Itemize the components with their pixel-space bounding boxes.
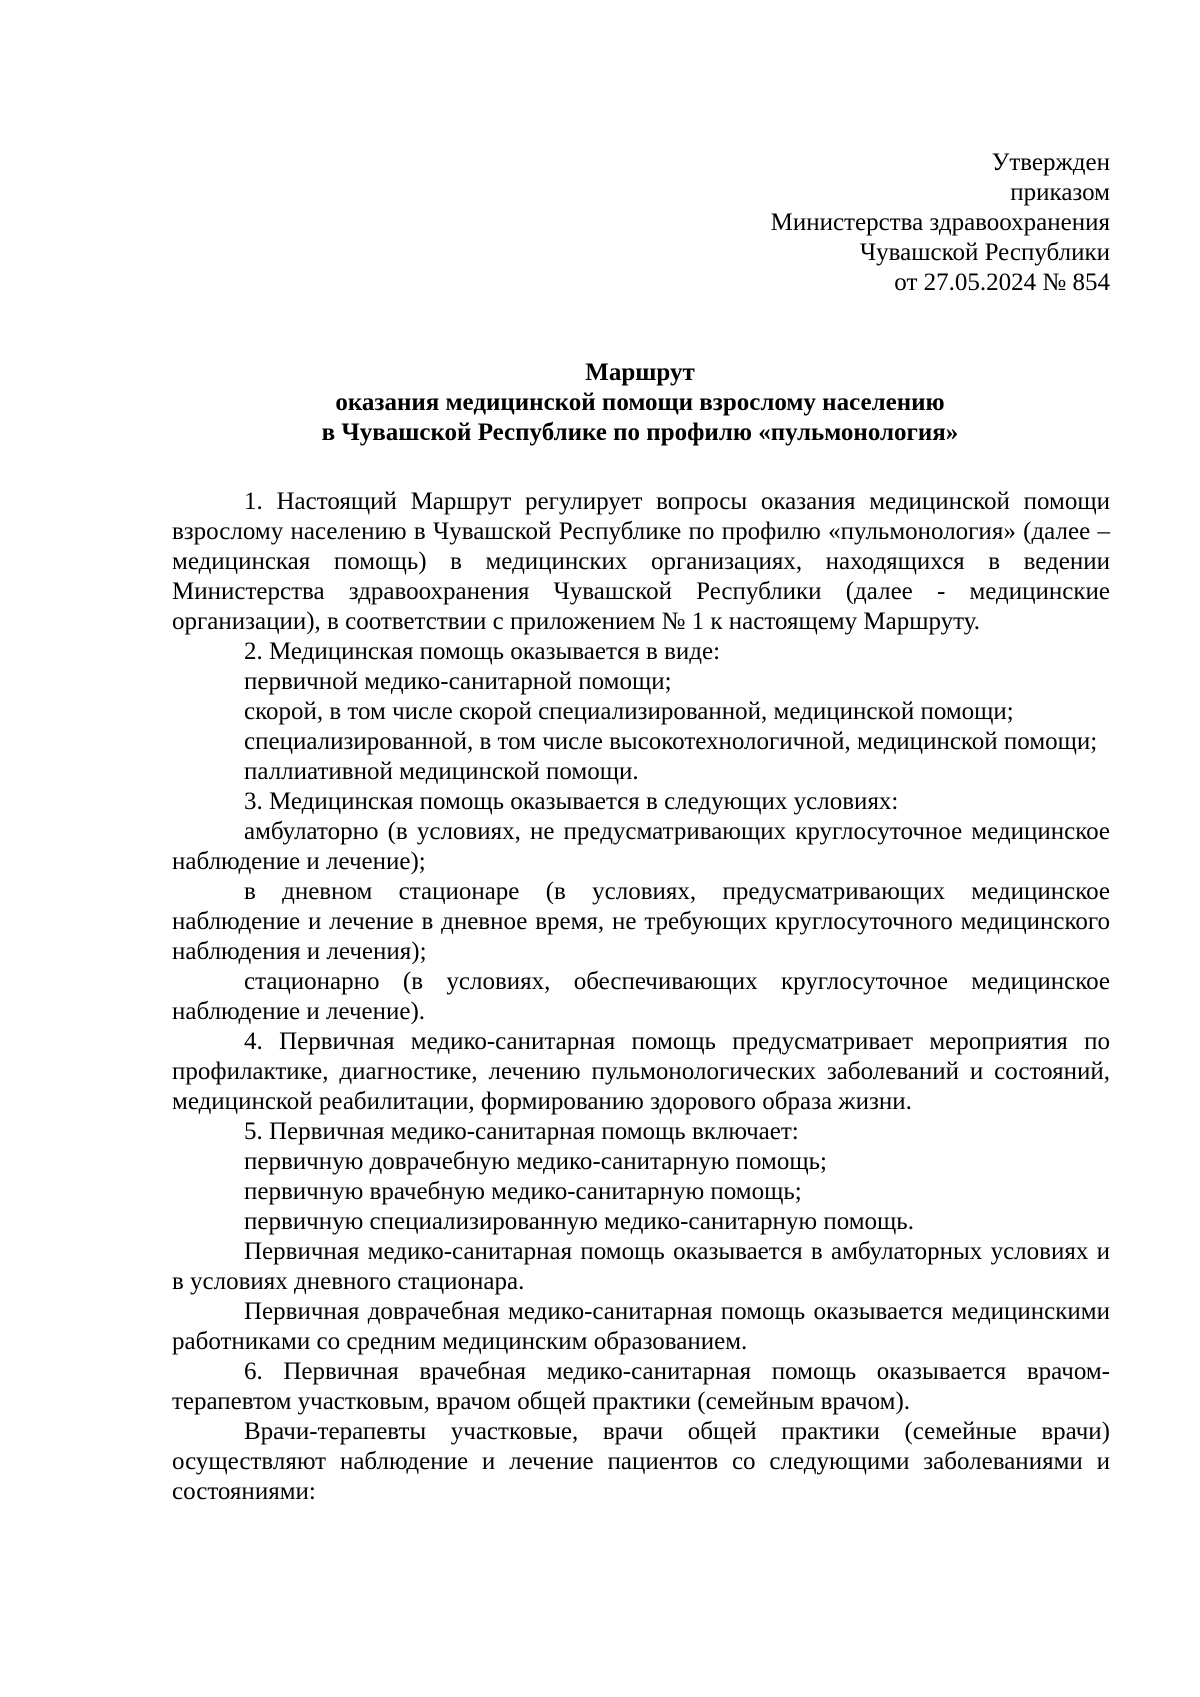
paragraph: первичную врачебную медико-санитарную помощь; — [244, 1178, 802, 1205]
approval-line: приказом — [1010, 179, 1110, 206]
paragraph: скорой, в том числе скорой специализированной, медицинской помощи; — [244, 698, 1014, 725]
title-line: в Чувашской Республике по профилю «пульмонология» — [321, 419, 959, 446]
title-line: оказания медицинской помощи взрослому населению — [335, 389, 945, 416]
paragraph: 3. Медицинская помощь оказывается в следующих условиях: — [244, 788, 899, 815]
paragraph: стационарно (в условиях, обеспечивающих круглосуточное медицинское наблюдение и лечение). — [172, 968, 1110, 1025]
paragraph: в дневном стационаре (в условиях, предусматривающих медицинское наблюдение и лечение в дневное время, не требующих круглосуточного медицинского наблюдения и лечения); — [172, 878, 1110, 965]
paragraph: специализированной, в том числе высокотехнологичной, медицинской помощи; — [244, 728, 1098, 755]
approval-line: Министерства здравоохранения — [770, 209, 1110, 236]
approval-block — [771, 148, 1110, 298]
paragraph: Первичная доврачебная медико-санитарная помощь оказывается медицинскими работниками со средним медицинским образованием. — [172, 1298, 1110, 1355]
paragraph: 5. Первичная медико-санитарная помощь включает: — [244, 1118, 799, 1145]
approval-line: от 27.05.2024 № 854 — [894, 269, 1110, 296]
document-body — [172, 487, 1110, 1507]
approval-line: Чувашской Республики — [859, 239, 1110, 266]
paragraph: 4. Первичная медико-санитарная помощь предусматривает мероприятия по профилактике, диагностике, лечению пульмонологических заболеваний и состояний, медицинской реабилитации, формированию здорового образа жизни. — [172, 1028, 1110, 1115]
title-line: Маршрут — [585, 359, 695, 386]
paragraph: 2. Медицинская помощь оказывается в виде: — [244, 638, 721, 665]
paragraph: Врачи-терапевты участковые, врачи общей практики (семейные врачи) осуществляют наблюдение и лечение пациентов со следующими заболеваниями и состояниями: — [172, 1418, 1110, 1505]
paragraph: первичную доврачебную медико-санитарную помощь; — [244, 1148, 827, 1175]
paragraph: первичной медико-санитарной помощи; — [244, 668, 672, 695]
paragraph: паллиативной медицинской помощи. — [244, 758, 639, 785]
document-title — [170, 358, 1110, 448]
paragraph: амбулаторно (в условиях, не предусматривающих круглосуточное медицинское наблюдение и лечение); — [172, 818, 1110, 875]
paragraph: 6. Первичная врачебная медико-санитарная помощь оказывается врачом-терапевтом участковым, врачом общей практики (семейным врачом). — [172, 1358, 1110, 1415]
paragraph: первичную специализированную медико-санитарную помощь. — [244, 1208, 914, 1235]
paragraph: Первичная медико-санитарная помощь оказывается в амбулаторных условиях и в условиях дневного стационара. — [172, 1238, 1110, 1295]
paragraph: 1. Настоящий Маршрут регулирует вопросы оказания медицинской помощи взрослому населению в Чувашской Республике по профилю «пульмонология» (далее – медицинская помощь) в медицинских организациях, находящихся в ведении Министерства здравоохранения Чувашской Республики (далее - медицинские организации), в соответствии с приложением № 1 к настоящему Маршруту. — [172, 488, 1110, 635]
approval-line: Утвержден — [991, 149, 1110, 176]
